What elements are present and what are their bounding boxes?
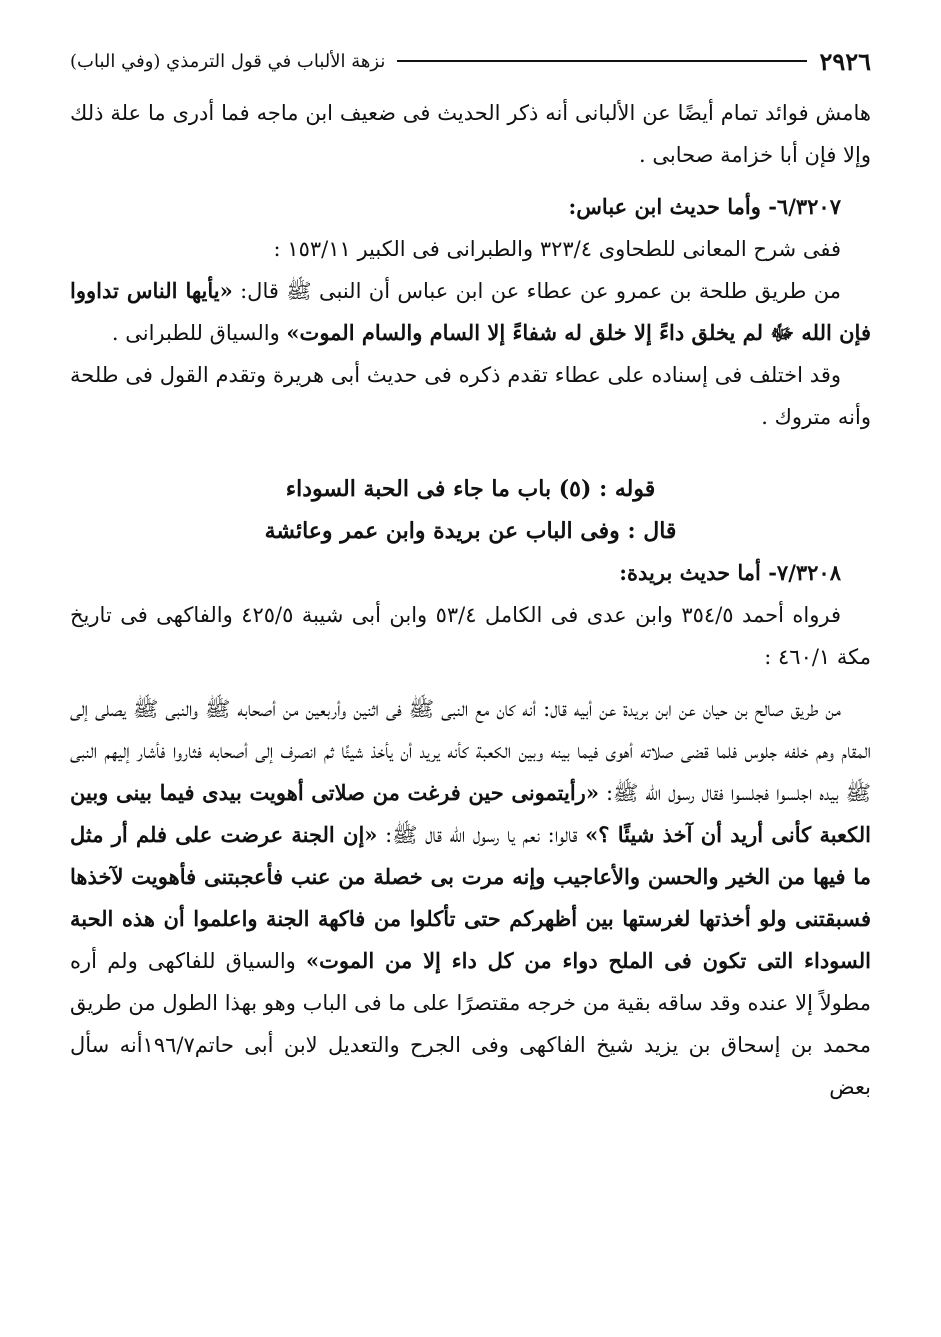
page-header: [70, 46, 871, 76]
running-title: نزهة الألباب في قول الترمذي (وفي الباب): [70, 50, 386, 72]
section-heading-buraydah: ٧/٣٢٠٨- أما حديث بريدة:: [619, 560, 841, 585]
paragraph-isnad-discussion: وقد اختلف فى إسناده على عطاء تقدم ذكره فى حديث أبى هريرة وتقدم القول فى طلحة وأنه متروك .: [70, 363, 871, 429]
paragraph-hadith-ibn-abbas: [70, 270, 871, 354]
narration-text: من طريق صالح بن حيان عن ابن بريدة عن أبيه قال: أنه كان مع النبى ﷺ فى اثنين وأربعين من أصحابه ﷺ والنبى ﷺ يصلى إلى المقام وهم خلفه جلوس فلما قضى صلاته أهوى فيما بينه وبين الكعبة كأنه يريد أن يأخذ شيئًا ثم انصرف إلى أصحابه فثاروا فأشار إليهم النبى ﷺ بيده اجلسوا فجلسوا فقال رسول الله ﷺ:: [70, 697, 871, 805]
body-text: [70, 92, 871, 1108]
header-rule: [397, 60, 807, 62]
commentary-text: والسياق للفاكهى ولم أره مطولاً إلا عنده وقد ساقه بقية من خرجه مقتصرًا على ما فى الباب وهو بهذا الطول من طريق محمد بن إسحاق بن يزيد شيخ الفاكهى وفى الجرح والتعديل لابن أبى حاتم١٩٦/٧أنه سأل بعض: [70, 949, 871, 1099]
page-number: ٢٩٢٦: [819, 46, 871, 76]
paragraph-footnote-note: هامش فوائد تمام أيضًا عن الألبانى أنه ذكر الحديث فى ضعيف ابن ماجه فما أدرى ما علة ذلك وإلا فإن أبا خزامة صحابى .: [70, 101, 871, 167]
paragraph-sources-buraydah: فرواه أحمد ٣٥٤/٥ وابن عدى فى الكامل ٥٣/٤ وابن أبى شيبة ٤٢٥/٥ والفاكهى فى تاريخ مكة ٤٦٠/١ :: [70, 603, 871, 669]
isnad-text: من طريق طلحة بن عمرو عن عطاء عن ابن عباس أن النبى ﷺ قال:: [232, 279, 841, 303]
hadith-quote-1: «رأيتمونى حين فرغت من صلاتى أهويت بيدى فيما بينى وبين الكعبة كأنى أريد أن آخذ شيئًا ؟»: [70, 780, 871, 847]
attribution-text: والسياق للطبرانى .: [111, 321, 287, 345]
chapter-heading: قوله : (٥) باب ما جاء فى الحبة السوداء: [285, 476, 656, 502]
paragraph-hadith-buraydah: [70, 688, 871, 1108]
hadith-quote-2: «إن الجنة عرضت على فلم أر مثل ما فيها من الخير والحسن والأعاجيب وإنه مرت بى خصلة من عنب فأعجبتنى فأهويت لآخذها فسبقتنى ولو أخذتها لغرستها بين أظهركم حتى تأكلوا من فاكهة الجنة واعلموا أن هذه الحبة السوداء التى تكون فى الملح دواء من كل داء إلا من الموت»: [70, 822, 871, 973]
chapter-subheading: قال : وفى الباب عن بريدة وابن عمر وعائشة: [264, 518, 677, 544]
hadith-quote: «يأيها الناس تداووا فإن الله ﷻ لم يخلق داءً إلا خلق له شفاءً إلا السام والسام الموت»: [70, 278, 871, 345]
narration-text-2: قالوا: نعم يا رسول الله قال ﷺ:: [377, 823, 586, 847]
paragraph-sources-ibn-abbas: ففى شرح المعانى للطحاوى ٣٢٣/٤ والطبرانى فى الكبير ١٥٣/١١ :: [273, 237, 841, 261]
section-heading-ibn-abbas: ٦/٣٢٠٧- وأما حديث ابن عباس:: [568, 194, 841, 219]
